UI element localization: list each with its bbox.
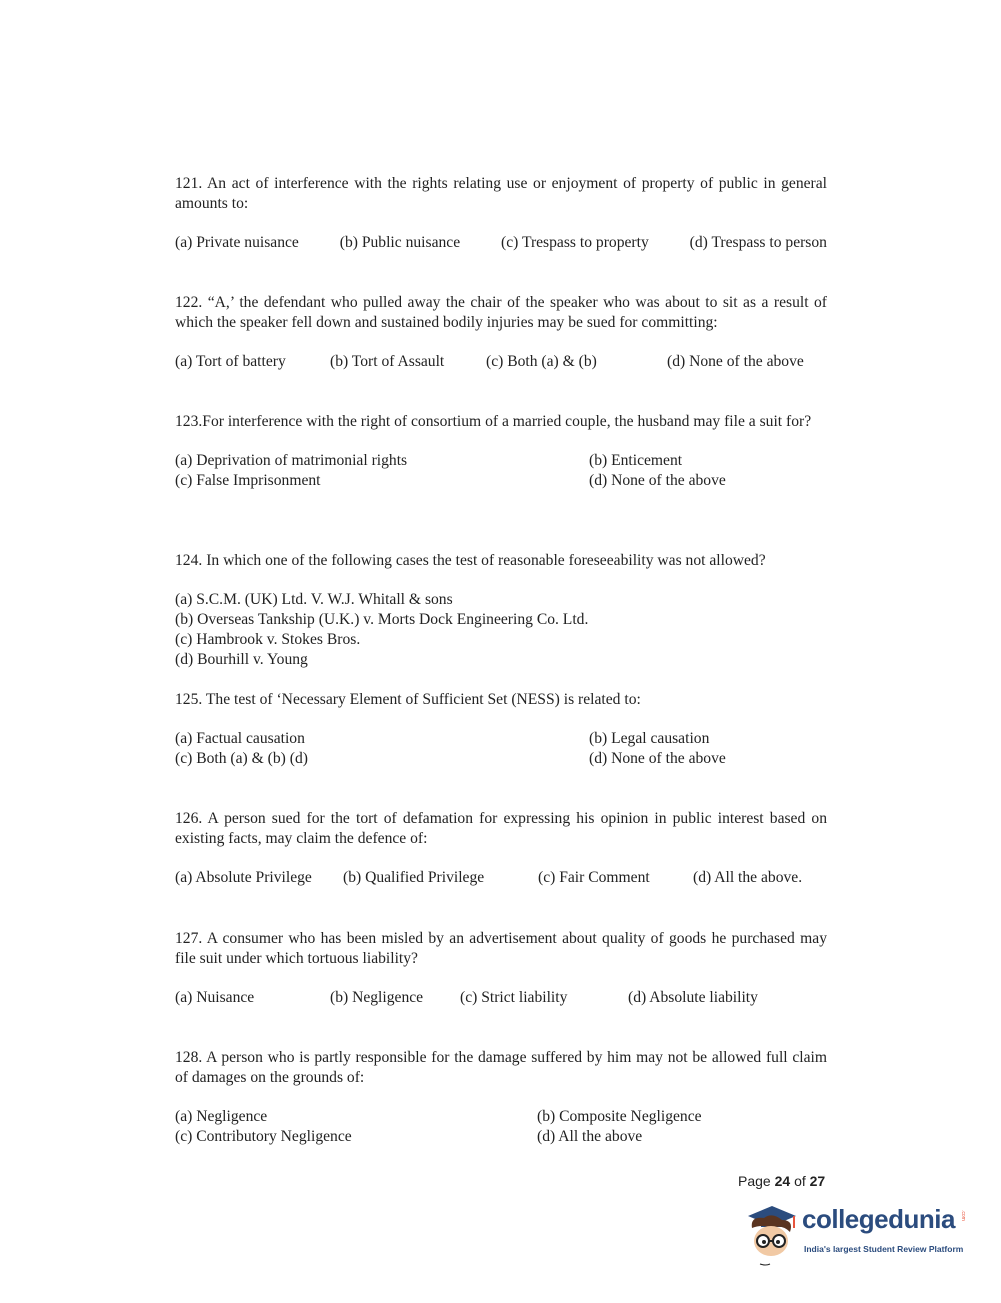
- question-124: [175, 551, 827, 670]
- page-number: [738, 1173, 825, 1189]
- collegedunia-logo: [742, 1198, 972, 1268]
- question-128: [175, 1048, 827, 1147]
- option-a: (a) Deprivation of matrimonial rights: [175, 452, 408, 469]
- question-text: 123.For interference with the right of consortium of a married couple, the husband may file a suit for?: [175, 413, 812, 430]
- option-a: (a) Private nuisance: [175, 234, 299, 251]
- option-d: (d) Absolute liability: [628, 989, 758, 1006]
- option-c: (c) Fair Comment: [538, 869, 650, 886]
- options-row: [175, 868, 827, 888]
- page-of: of: [794, 1173, 806, 1189]
- option-c: (c) Hambrook v. Stokes Bros.: [175, 631, 361, 648]
- option-a: (a) Factual causation: [175, 730, 305, 747]
- option-d: (d) All the above.: [693, 869, 803, 886]
- question-126: [175, 809, 827, 888]
- option-c: (c) Strict liability: [460, 989, 568, 1006]
- option-a: (a) Absolute Privilege: [175, 869, 312, 886]
- question-123: [175, 412, 827, 491]
- option-b: (b) Public nuisance: [339, 234, 461, 251]
- option-b: (b) Negligence: [330, 989, 424, 1006]
- question-127: [175, 929, 827, 1008]
- option-c: (c) False Imprisonment: [175, 472, 321, 489]
- question-text: 128. A person who is partly responsible for the damage suffered by him may not be allowed full claim of damages on the grounds of:: [175, 1049, 827, 1086]
- options-grid: [175, 451, 827, 491]
- question-125: [175, 690, 827, 769]
- mascot-icon: [742, 1198, 802, 1268]
- option-b: (b) Enticement: [589, 452, 683, 469]
- option-a: (a) Tort of battery: [175, 353, 286, 370]
- option-d: (d) None of the above: [667, 353, 804, 370]
- options-row: [175, 988, 827, 1008]
- option-c: (c) Both (a) & (b) (d): [175, 750, 308, 767]
- option-d: (d) None of the above: [589, 472, 726, 489]
- option-b: (b) Qualified Privilege: [343, 869, 485, 886]
- options-list: [175, 590, 827, 670]
- question-text: 127. A consumer who has been misled by an advertisement about quality of goods he purchased may file suit under which tortuous liability?: [175, 930, 827, 967]
- option-a: (a) Negligence: [175, 1108, 268, 1125]
- option-d: (d) None of the above: [589, 750, 726, 767]
- option-b: (b) Composite Negligence: [537, 1108, 702, 1125]
- option-b: (b) Tort of Assault: [330, 353, 445, 370]
- option-b: (b) Legal causation: [589, 730, 710, 747]
- question-text: 125. The test of ‘Necessary Element of Sufficient Set (NESS) is related to:: [175, 691, 641, 708]
- logo-suffix: .com: [960, 1210, 966, 1221]
- question-text: 121. An act of interference with the rights relating use or enjoyment of property of public in general amounts to:: [175, 175, 827, 212]
- option-c: (c) Trespass to property: [501, 234, 649, 251]
- option-a: (a) S.C.M. (UK) Ltd. V. W.J. Whitall & sons: [175, 591, 453, 608]
- question-text: 122. “A,’ the defendant who pulled away the chair of the speaker who was about to sit as a result of which the speaker fell down and sustained bodily injuries may be sued for committing:: [175, 294, 827, 331]
- page-total: 27: [809, 1173, 826, 1189]
- options-grid: [175, 729, 827, 769]
- options-row: [175, 352, 827, 372]
- option-d: (d) All the above: [537, 1128, 643, 1145]
- options-grid: [175, 1107, 827, 1147]
- option-c: (c) Both (a) & (b): [486, 353, 597, 370]
- page-current: 24: [774, 1173, 791, 1189]
- page-prefix: Page: [738, 1173, 771, 1189]
- options-row: [175, 233, 827, 253]
- option-d: (d) Bourhill v. Young: [175, 651, 308, 668]
- question-121: [175, 174, 827, 253]
- option-c: (c) Contributory Negligence: [175, 1128, 352, 1145]
- option-b: (b) Overseas Tankship (U.K.) v. Morts Dock Engineering Co. Ltd.: [175, 611, 589, 628]
- option-d: (d) Trespass to person: [689, 234, 827, 251]
- option-a: (a) Nuisance: [175, 989, 255, 1006]
- logo-name: collegedunia: [802, 1204, 955, 1234]
- question-122: [175, 293, 827, 372]
- logo-tagline: India's largest Student Review Platform: [804, 1244, 964, 1254]
- question-text: 126. A person sued for the tort of defamation for expressing his opinion in public interest based on existing facts, may claim the defence of:: [175, 810, 827, 847]
- question-text: 124. In which one of the following cases the test of reasonable foreseeability was not allowed?: [175, 552, 766, 569]
